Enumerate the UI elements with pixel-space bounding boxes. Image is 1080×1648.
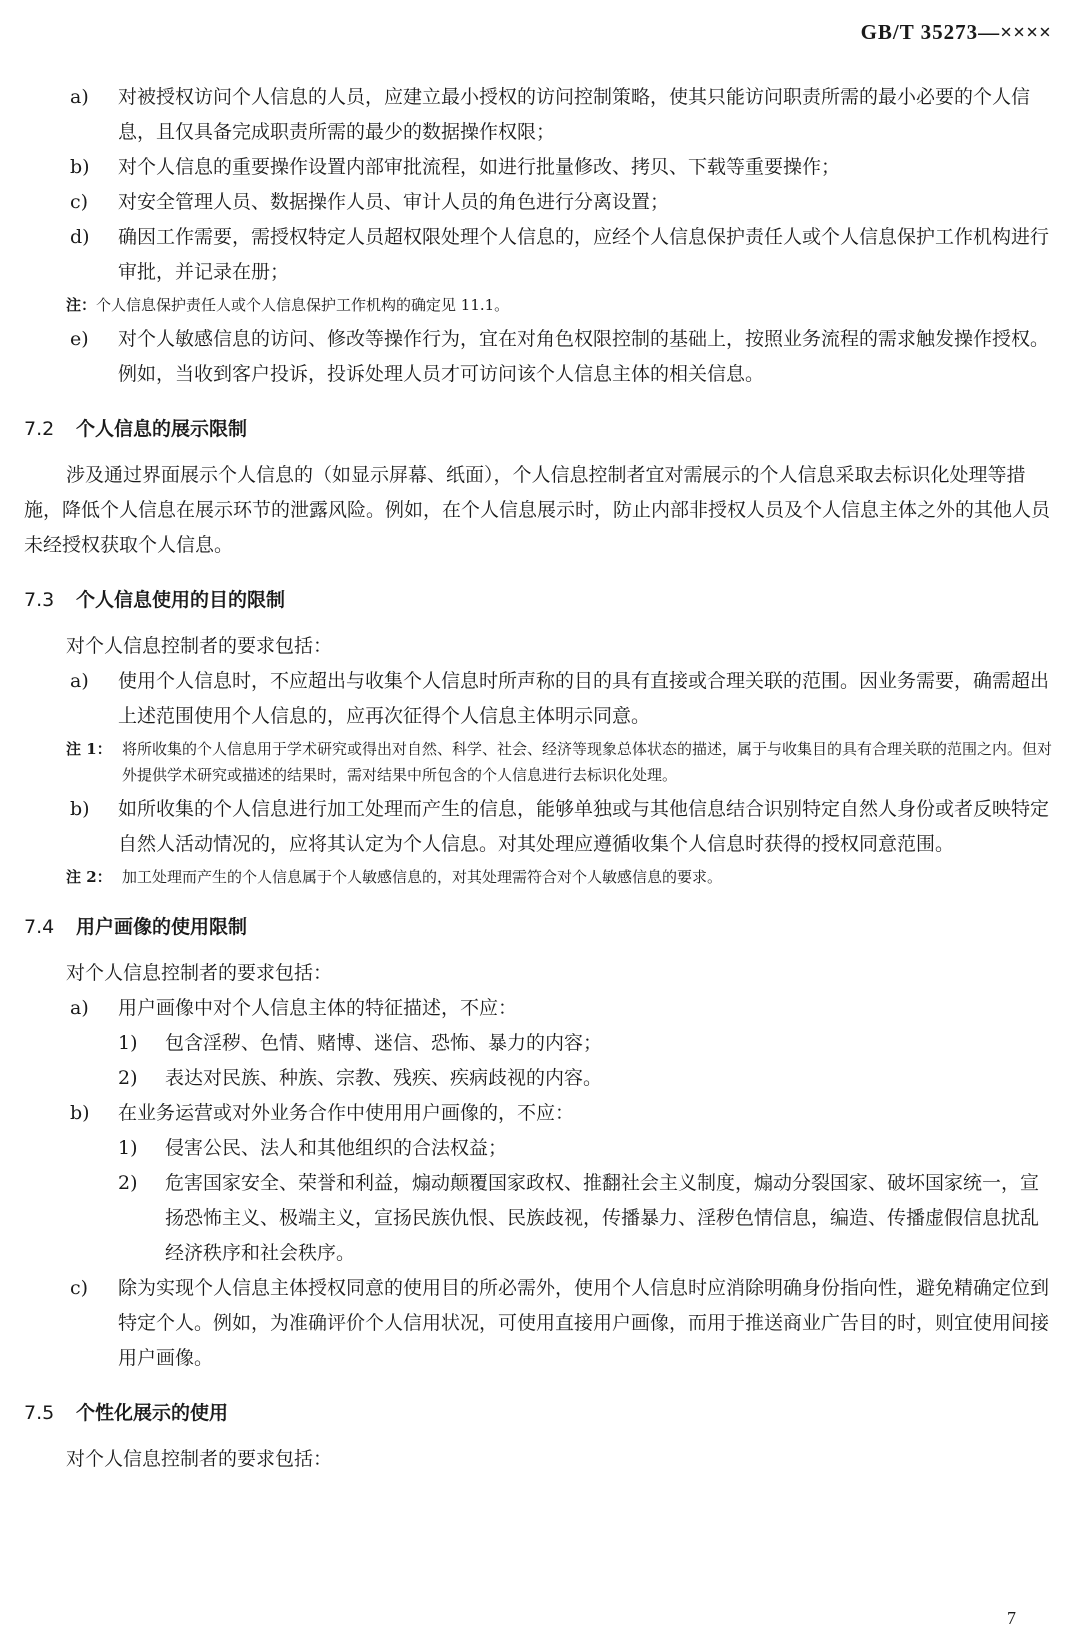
list-item-text: 使用个人信息时，不应超出与收集个人信息时所声称的目的具有直接或合理关联的范围。因业务需要，确需超出上述范围使用个人信息的，应再次征得个人信息主体明示同意。 (118, 670, 1050, 727)
list-item-c (0, 185, 1080, 220)
sub-item-text: 侵害公民、法人和其他组织的合法权益； (165, 1137, 508, 1159)
note-label: 注： (66, 296, 97, 314)
list-marker: c) (70, 1277, 89, 1299)
section-heading-7-2 (24, 414, 1080, 444)
sub-item-2 (0, 1166, 1080, 1271)
list-item-a (0, 664, 1080, 734)
list-item-text: 对安全管理人员、数据操作人员、审计人员的角色进行分离设置； (118, 191, 670, 213)
section-number: 7.5 (24, 1402, 55, 1424)
list-marker: a) (70, 86, 89, 108)
list-marker: e) (70, 328, 89, 350)
list-item-a (0, 80, 1080, 150)
paragraph: 涉及通过界面展示个人信息的（如显示屏幕、纸面），个人信息控制者宜对需展示的个人信息采取去标识化处理等措施，降低个人信息在展示环节的泄露风险。例如，在个人信息展示时，防止内部非授权人员及个人信息主体之外的其他人员未经授权获取个人信息。 (24, 464, 1051, 556)
note-label: 注 2： (66, 868, 112, 886)
section-number: 7.2 (24, 418, 55, 440)
section-title: 个人信息使用的目的限制 (76, 589, 286, 611)
note-2 (0, 864, 1080, 890)
list-item-text: 确因工作需要，需授权特定人员超权限处理个人信息的，应经个人信息保护责任人或个人信息保护工作机构进行审批，并记录在册； (118, 226, 1050, 283)
sub-item-1 (0, 1131, 1080, 1166)
section-heading-7-3 (24, 585, 1080, 615)
note (0, 292, 1080, 318)
list-marker: a) (70, 997, 89, 1019)
sub-item-text: 包含淫秽、色情、赌博、迷信、恐怖、暴力的内容； (165, 1032, 603, 1054)
list-marker: b) (70, 1102, 90, 1124)
section-number: 7.3 (24, 589, 55, 611)
note-text: 加工处理而产生的个人信息属于个人敏感信息的，对其处理需符合对个人敏感信息的要求。 (122, 868, 723, 886)
section-intro: 对个人信息控制者的要求包括： (66, 962, 333, 984)
list-item-b (0, 792, 1080, 862)
sub-marker: 2) (118, 1067, 138, 1089)
list-item-b (0, 150, 1080, 185)
section-intro: 对个人信息控制者的要求包括： (66, 1448, 333, 1470)
list-item-a (0, 991, 1080, 1026)
section-number: 7.4 (24, 916, 55, 938)
list-item-text: 对被授权访问个人信息的人员，应建立最小授权的访问控制策略，使其只能访问职责所需的最小必要的个人信息，且仅具备完成职责所需的最少的数据操作权限； (118, 86, 1031, 143)
section-heading-7-4 (24, 912, 1080, 942)
list-item-text: 如所收集的个人信息进行加工处理而产生的信息，能够单独或与其他信息结合识别特定自然人身份或者反映特定自然人活动情况的，应将其认定为个人信息。对其处理应遵循收集个人信息时获得的授权同意范围。 (118, 798, 1050, 855)
list-item-text: 在业务运营或对外业务合作中使用用户画像的，不应： (118, 1102, 575, 1124)
page-number: 7 (1007, 1608, 1016, 1628)
list-marker: c) (70, 191, 89, 213)
standard-code: GB/T 35273—×××× (860, 20, 1052, 44)
list-item-c (0, 1271, 1080, 1376)
sub-item-text: 表达对民族、种族、宗教、残疾、疾病歧视的内容。 (165, 1067, 603, 1089)
list-item-text: 除为实现个人信息主体授权同意的使用目的所必需外，使用个人信息时应消除明确身份指向性，避免精确定位到特定个人。例如，为准确评价个人信用状况，可使用直接用户画像，而用于推送商业广告目的时，则宜使用间接用户画像。 (118, 1277, 1050, 1369)
sub-marker: 2) (118, 1172, 138, 1194)
sub-item-1 (0, 1026, 1080, 1061)
note-1 (0, 736, 1080, 788)
list-marker: b) (70, 156, 90, 178)
section-heading-7-5 (24, 1398, 1080, 1428)
list-item-text: 用户画像中对个人信息主体的特征描述，不应： (118, 997, 518, 1019)
section-title: 个性化展示的使用 (76, 1402, 229, 1424)
list-item-e (0, 322, 1080, 392)
note-text: 将所收集的个人信息用于学术研究或得出对自然、科学、社会、经济等现象总体状态的描述，属于与收集目的具有合理关联的范围之内。但对外提供学术研究或描述的结果时，需对结果中所包含的个人信息进行去标识化处理。 (122, 740, 1053, 784)
list-item-d (0, 220, 1080, 290)
list-item-b (0, 1096, 1080, 1131)
page-content (0, 80, 1080, 1477)
list-item-text: 对个人信息的重要操作设置内部审批流程，如进行批量修改、拷贝、下载等重要操作； (118, 156, 841, 178)
list-item-text: 对个人敏感信息的访问、修改等操作行为，宜在对角色权限控制的基础上，按照业务流程的需求触发操作授权。例如，当收到客户投诉，投诉处理人员才可访问该个人信息主体的相关信息。 (118, 328, 1050, 385)
section-title: 用户画像的使用限制 (76, 916, 248, 938)
sub-item-text: 危害国家安全、荣誉和利益，煽动颠覆国家政权、推翻社会主义制度，煽动分裂国家、破坏国家统一，宣扬恐怖主义、极端主义，宣扬民族仇恨、民族歧视，传播暴力、淫秽色情信息，编造、传播虚假信息扰乱经济秩序和社会秩序。 (165, 1172, 1040, 1264)
list-marker: a) (70, 670, 89, 692)
note-text: 个人信息保护责任人或个人信息保护工作机构的确定见 11.1。 (96, 296, 510, 314)
sub-marker: 1) (118, 1137, 138, 1159)
note-label: 注 1： (66, 740, 112, 758)
sub-item-2 (0, 1061, 1080, 1096)
sub-marker: 1) (118, 1032, 138, 1054)
list-marker: d) (70, 226, 90, 248)
list-marker: b) (70, 798, 90, 820)
section-title: 个人信息的展示限制 (76, 418, 248, 440)
section-intro: 对个人信息控制者的要求包括： (66, 635, 333, 657)
